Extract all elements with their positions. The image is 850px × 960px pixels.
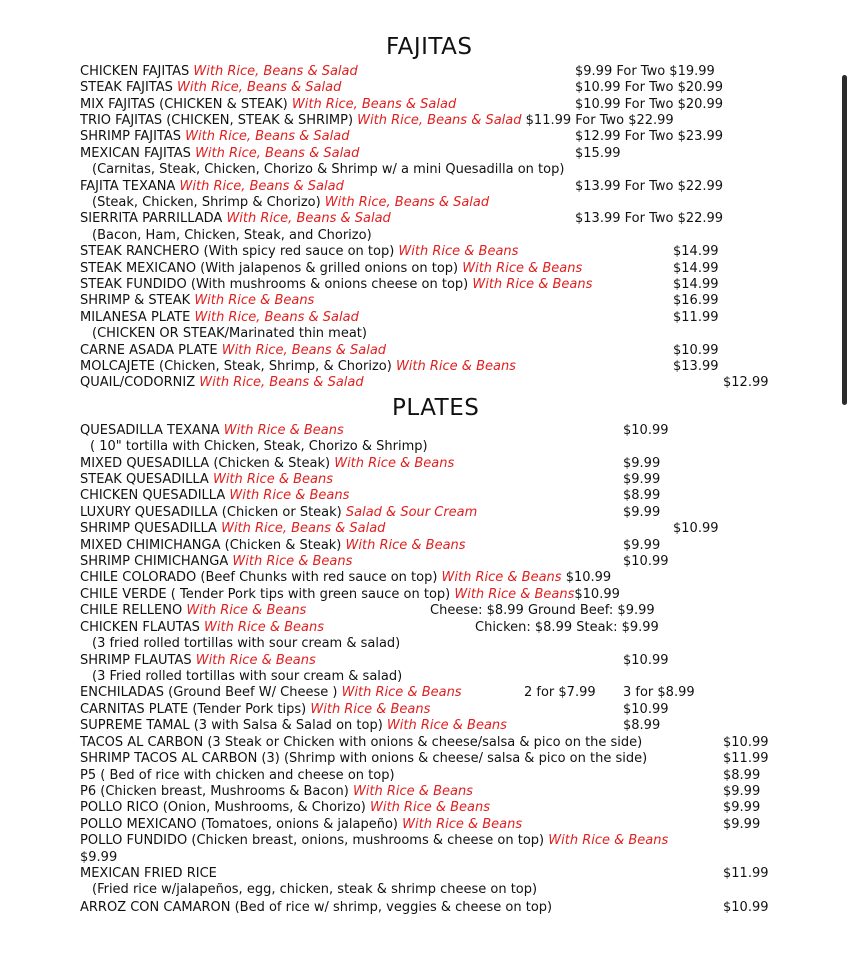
menu-item-price: $9.99 [723, 784, 761, 799]
menu-item-name: (Fried rice w/jalapeños, egg, chicken, steak & shrimp cheese on top) [92, 882, 538, 897]
menu-item-name: ( 10" tortilla with Chicken, Steak, Chorizo & Shrimp) [90, 439, 428, 454]
menu-item [92, 326, 367, 342]
menu-item-sides: With Rice, Beans & Salad [179, 179, 344, 194]
menu-item-price: $10.99 [723, 900, 769, 915]
menu-item [92, 162, 564, 178]
menu-item-price: $11.99 For Two $22.99 [521, 113, 674, 128]
menu-item-price: $10.99 [623, 554, 669, 569]
menu-item-price: $9.99 [623, 472, 661, 487]
menu-item-sides: With Rice & Beans [186, 603, 307, 618]
menu-item [80, 521, 385, 537]
menu-item [80, 456, 454, 472]
menu-item-name: SUPREME TAMAL (3 with Salsa & Salad on top) [80, 718, 387, 733]
menu-item-sides: With Rice, Beans & Salad [193, 64, 358, 79]
menu-item [90, 439, 428, 455]
menu-item [80, 833, 668, 849]
menu-item-price: Cheese: $8.99 Ground Beef: $9.99 [430, 603, 655, 618]
menu-item [80, 343, 386, 359]
menu-item-price: 3 for $8.99 [623, 685, 695, 700]
menu-item-sides: With Rice & Beans [402, 817, 523, 832]
menu-item-price: $15.99 [575, 146, 621, 161]
menu-item-name: SHRIMP FLAUTAS [80, 653, 196, 668]
menu-item [80, 113, 674, 129]
menu-item-sides: With Rice & Beans [223, 423, 344, 438]
menu-item-price: $10.99 [673, 521, 719, 536]
menu-item [92, 636, 400, 652]
menu-item-name: TRIO FAJITAS (CHICKEN, STEAK & SHRIMP) [80, 113, 358, 128]
menu-item [80, 653, 316, 669]
menu-item [80, 620, 324, 636]
scrollbar[interactable] [842, 75, 847, 405]
menu-item-name: ARROZ CON CAMARON (Bed of rice w/ shrimp, veggies & cheese on top) [80, 900, 553, 915]
menu-item-name: SIERRITA PARRILLADA [80, 211, 227, 226]
menu-item-price: $10.99 [574, 587, 620, 602]
menu-item-sides: With Rice, Beans & Salad [221, 521, 386, 536]
menu-item-name: CHILE RELLENO [80, 603, 187, 618]
menu-item-name: SHRIMP TACOS AL CARBON (3) (Shrimp with onions & cheese/ salsa & pico on the side) [80, 751, 648, 766]
menu-item-name: ENCHILADAS (Ground Beef W/ Cheese ) [80, 685, 342, 700]
menu-item-sides: With Rice, Beans & Salad [324, 195, 490, 210]
menu-item-sides: With Rice & Beans [386, 718, 507, 733]
menu-item-name: FAJITA TEXANA [80, 179, 180, 194]
menu-item [80, 64, 358, 80]
menu-item [92, 882, 537, 898]
menu-item-price: Chicken: $8.99 Steak: $9.99 [475, 620, 659, 635]
menu-item-name: CHICKEN QUESADILLA [80, 488, 230, 503]
menu-item [80, 570, 611, 586]
menu-item-price: $9.99 For Two $19.99 [575, 64, 715, 79]
menu-item-name: MIXED QUESADILLA (Chicken & Steak) [80, 456, 335, 471]
menu-item-name: QUESADILLA TEXANA [80, 423, 224, 438]
menu-item-name: MEXICAN FAJITAS [80, 146, 196, 161]
menu-item-name: CHILE VERDE ( Tender Pork tips with green sauce on top) [80, 587, 455, 602]
menu-item [80, 538, 466, 554]
menu-item-name: (Bacon, Ham, Chicken, Steak, and Chorizo) [92, 228, 372, 243]
menu-item-name: SHRIMP & STEAK [80, 293, 195, 308]
menu-item-sides: Salad & Sour Cream [345, 505, 478, 520]
menu-item-name: P6 (Chicken breast, Mushrooms & Bacon) [80, 784, 353, 799]
menu-item-sides: With Rice & Beans [548, 833, 669, 848]
menu-item [80, 817, 522, 833]
menu-item [80, 261, 582, 277]
menu-item-sides: With Rice & Beans [195, 653, 316, 668]
menu-item-sides: With Rice, Beans & Salad [357, 113, 522, 128]
menu-item [92, 228, 372, 244]
menu-item [80, 146, 359, 162]
menu-item [80, 293, 314, 309]
menu-item-name: (3 fried rolled tortillas with sour cream & salad) [92, 636, 401, 651]
menu-item-price: $10.99 [623, 423, 669, 438]
menu-item [80, 587, 620, 603]
menu-item [80, 129, 349, 145]
menu-item-name: (CHICKEN OR STEAK/Marinated thin meat) [92, 326, 367, 341]
menu-item-name: POLLO RICO (Onion, Mushrooms, & Chorizo) [80, 800, 370, 815]
menu-item [80, 850, 117, 866]
menu-item-sides: With Rice & Beans [398, 244, 519, 259]
menu-item-name: LUXURY QUESADILLA (Chicken or Steak) [80, 505, 346, 520]
menu-item-price: $10.99 [623, 702, 669, 717]
menu-item-price: $8.99 [723, 768, 761, 783]
menu-item-price: $14.99 [673, 244, 719, 259]
menu-item-price: $11.99 [723, 866, 769, 881]
menu-item-name: CARNE ASADA PLATE [80, 343, 222, 358]
menu-item-price: $9.99 [623, 538, 661, 553]
menu-item-sides: With Rice & Beans [229, 488, 350, 503]
menu-item [80, 488, 349, 504]
menu-item-sides: With Rice & Beans [345, 538, 466, 553]
menu-item-name: QUAIL/CODORNIZ [80, 375, 200, 390]
menu-item-name: MIXED CHIMICHANGA (Chicken & Steak) [80, 538, 346, 553]
menu-item [80, 277, 592, 293]
section-title: FAJITAS [386, 34, 473, 60]
menu-item [80, 310, 359, 326]
menu-item-sides: With Rice & Beans [334, 456, 455, 471]
menu-item [80, 685, 462, 701]
menu-item-name: CHILE COLORADO (Beef Chunks with red sauce on top) [80, 570, 442, 585]
menu-item-sides: With Rice & Beans [204, 620, 325, 635]
menu-item-name: STEAK FAJITAS [80, 80, 178, 95]
menu-item-price: $9.99 [723, 817, 761, 832]
menu-item-name: STEAK FUNDIDO (With mushrooms & onions cheese on top) [80, 277, 473, 292]
menu-item-sides: With Rice, Beans & Salad [194, 310, 359, 325]
menu-item-price: $13.99 For Two $22.99 [575, 179, 724, 194]
menu-item-name: TACOS AL CARBON (3 Steak or Chicken with onions & cheese/salsa & pico on the side) [80, 735, 643, 750]
menu-item [92, 669, 402, 685]
menu-item-price: $13.99 For Two $22.99 [575, 211, 724, 226]
menu-item-price: $12.99 [723, 375, 769, 390]
section-title: PLATES [392, 395, 480, 421]
menu-item [80, 751, 647, 767]
menu-item-sides: With Rice & Beans [441, 570, 562, 585]
menu-item [80, 900, 552, 916]
menu-item-name: CHICKEN FAJITAS [80, 64, 194, 79]
menu-item-name: STEAK RANCHERO (With spicy red sauce on top) [80, 244, 399, 259]
menu-item-sides: With Rice & Beans [341, 685, 462, 700]
menu-item-sides: With Rice & Beans [310, 702, 431, 717]
menu-item-sides: With Rice & Beans [472, 277, 593, 292]
menu-item [80, 718, 507, 734]
menu-item [92, 195, 489, 211]
menu-item-price: $14.99 [673, 277, 719, 292]
menu-item-price: $9.99 [623, 505, 661, 520]
menu-item-price: $12.99 For Two $23.99 [575, 129, 724, 144]
menu-item-price: $8.99 [623, 718, 661, 733]
menu-item-name: POLLO FUNDIDO (Chicken breast, onions, mushrooms & cheese on top) [80, 833, 549, 848]
menu-item-price: $11.99 [673, 310, 719, 325]
menu-item-name: SHRIMP FAJITAS [80, 129, 186, 144]
menu-item-name: (Steak, Chicken, Shrimp & Chorizo) [92, 195, 325, 210]
menu-item-price: $10.99 [673, 343, 719, 358]
menu-item-name: CHICKEN FLAUTAS [80, 620, 204, 635]
menu-item-sides: With Rice & Beans [370, 800, 491, 815]
menu-item-sides: With Rice, Beans & Salad [185, 129, 350, 144]
menu-item-sides: With Rice & Beans [232, 554, 353, 569]
menu-item-name: MEXICAN FRIED RICE [80, 866, 217, 881]
menu-item-price: $10.99 For Two $20.99 [575, 80, 724, 95]
menu-item-price: $14.99 [673, 261, 719, 276]
menu-item-sides: With Rice & Beans [462, 261, 583, 276]
menu-item-name: $9.99 [80, 850, 118, 865]
menu-item-sides: With Rice, Beans & Salad [291, 97, 457, 112]
menu-item-name: STEAK MEXICANO (With jalapenos & grilled onions on top) [80, 261, 463, 276]
menu-item [80, 80, 341, 96]
menu-item [80, 244, 518, 260]
menu-item-sides: With Rice & Beans [395, 359, 516, 374]
menu-item [80, 505, 477, 521]
menu-item-name: SHRIMP CHIMICHANGA [80, 554, 233, 569]
menu-item [80, 423, 344, 439]
menu-item [80, 784, 473, 800]
menu-item [80, 554, 352, 570]
menu-item [80, 603, 306, 619]
menu-item-sides: With Rice & Beans [352, 784, 473, 799]
menu-item-name: POLLO MEXICANO (Tomatoes, onions & jalapeño) [80, 817, 403, 832]
menu-item-price: $13.99 [673, 359, 719, 374]
menu-item-price: $10.99 [561, 570, 612, 585]
menu-item-price: 2 for $7.99 [524, 685, 596, 700]
menu-item [80, 211, 391, 227]
menu-item [80, 375, 364, 391]
menu-item [80, 735, 642, 751]
menu-item-name: MILANESA PLATE [80, 310, 195, 325]
menu-item-price: $16.99 [673, 293, 719, 308]
menu-item [80, 866, 217, 882]
menu-item-price: $9.99 [723, 800, 761, 815]
menu-item [80, 800, 490, 816]
menu-item [80, 768, 395, 784]
menu-item-sides: With Rice, Beans & Salad [226, 211, 391, 226]
menu-item-sides: With Rice & Beans [212, 472, 333, 487]
menu-item-price: $10.99 [623, 653, 669, 668]
menu-item-name: (Carnitas, Steak, Chicken, Chorizo & Shrimp w/ a mini Quesadilla on top) [92, 162, 565, 177]
menu-item-name: STEAK QUESADILLA [80, 472, 213, 487]
menu-item-price: $10.99 For Two $20.99 [575, 97, 724, 112]
menu-item-sides: With Rice, Beans & Salad [221, 343, 387, 358]
menu-item-sides: With Rice, Beans & Salad [177, 80, 342, 95]
menu-item-price: $9.99 [623, 456, 661, 471]
menu-item-price: $11.99 [723, 751, 769, 766]
menu-item-price: $10.99 [723, 735, 769, 750]
menu-item-sides: With Rice, Beans & Salad [195, 146, 360, 161]
menu-item [80, 359, 516, 375]
menu-item [80, 97, 456, 113]
menu-item-sides: With Rice & Beans [194, 293, 315, 308]
menu-item [80, 702, 430, 718]
menu-item [80, 472, 333, 488]
menu-item-name: MIX FAJITAS (CHICKEN & STEAK) [80, 97, 292, 112]
menu-item-name: CARNITAS PLATE (Tender Pork tips) [80, 702, 311, 717]
menu-item-name: P5 ( Bed of rice with chicken and cheese on top) [80, 768, 395, 783]
menu-item-price: $8.99 [623, 488, 661, 503]
menu-item-name: MOLCAJETE (Chicken, Steak, Shrimp, & Chorizo) [80, 359, 396, 374]
menu-item-name: SHRIMP QUESADILLA [80, 521, 222, 536]
menu-item [80, 179, 344, 195]
menu-item-sides: With Rice & Beans [454, 587, 575, 602]
menu-item-sides: With Rice, Beans & Salad [199, 375, 364, 390]
menu-item-name: (3 Fried rolled tortillas with sour cream & salad) [92, 669, 403, 684]
